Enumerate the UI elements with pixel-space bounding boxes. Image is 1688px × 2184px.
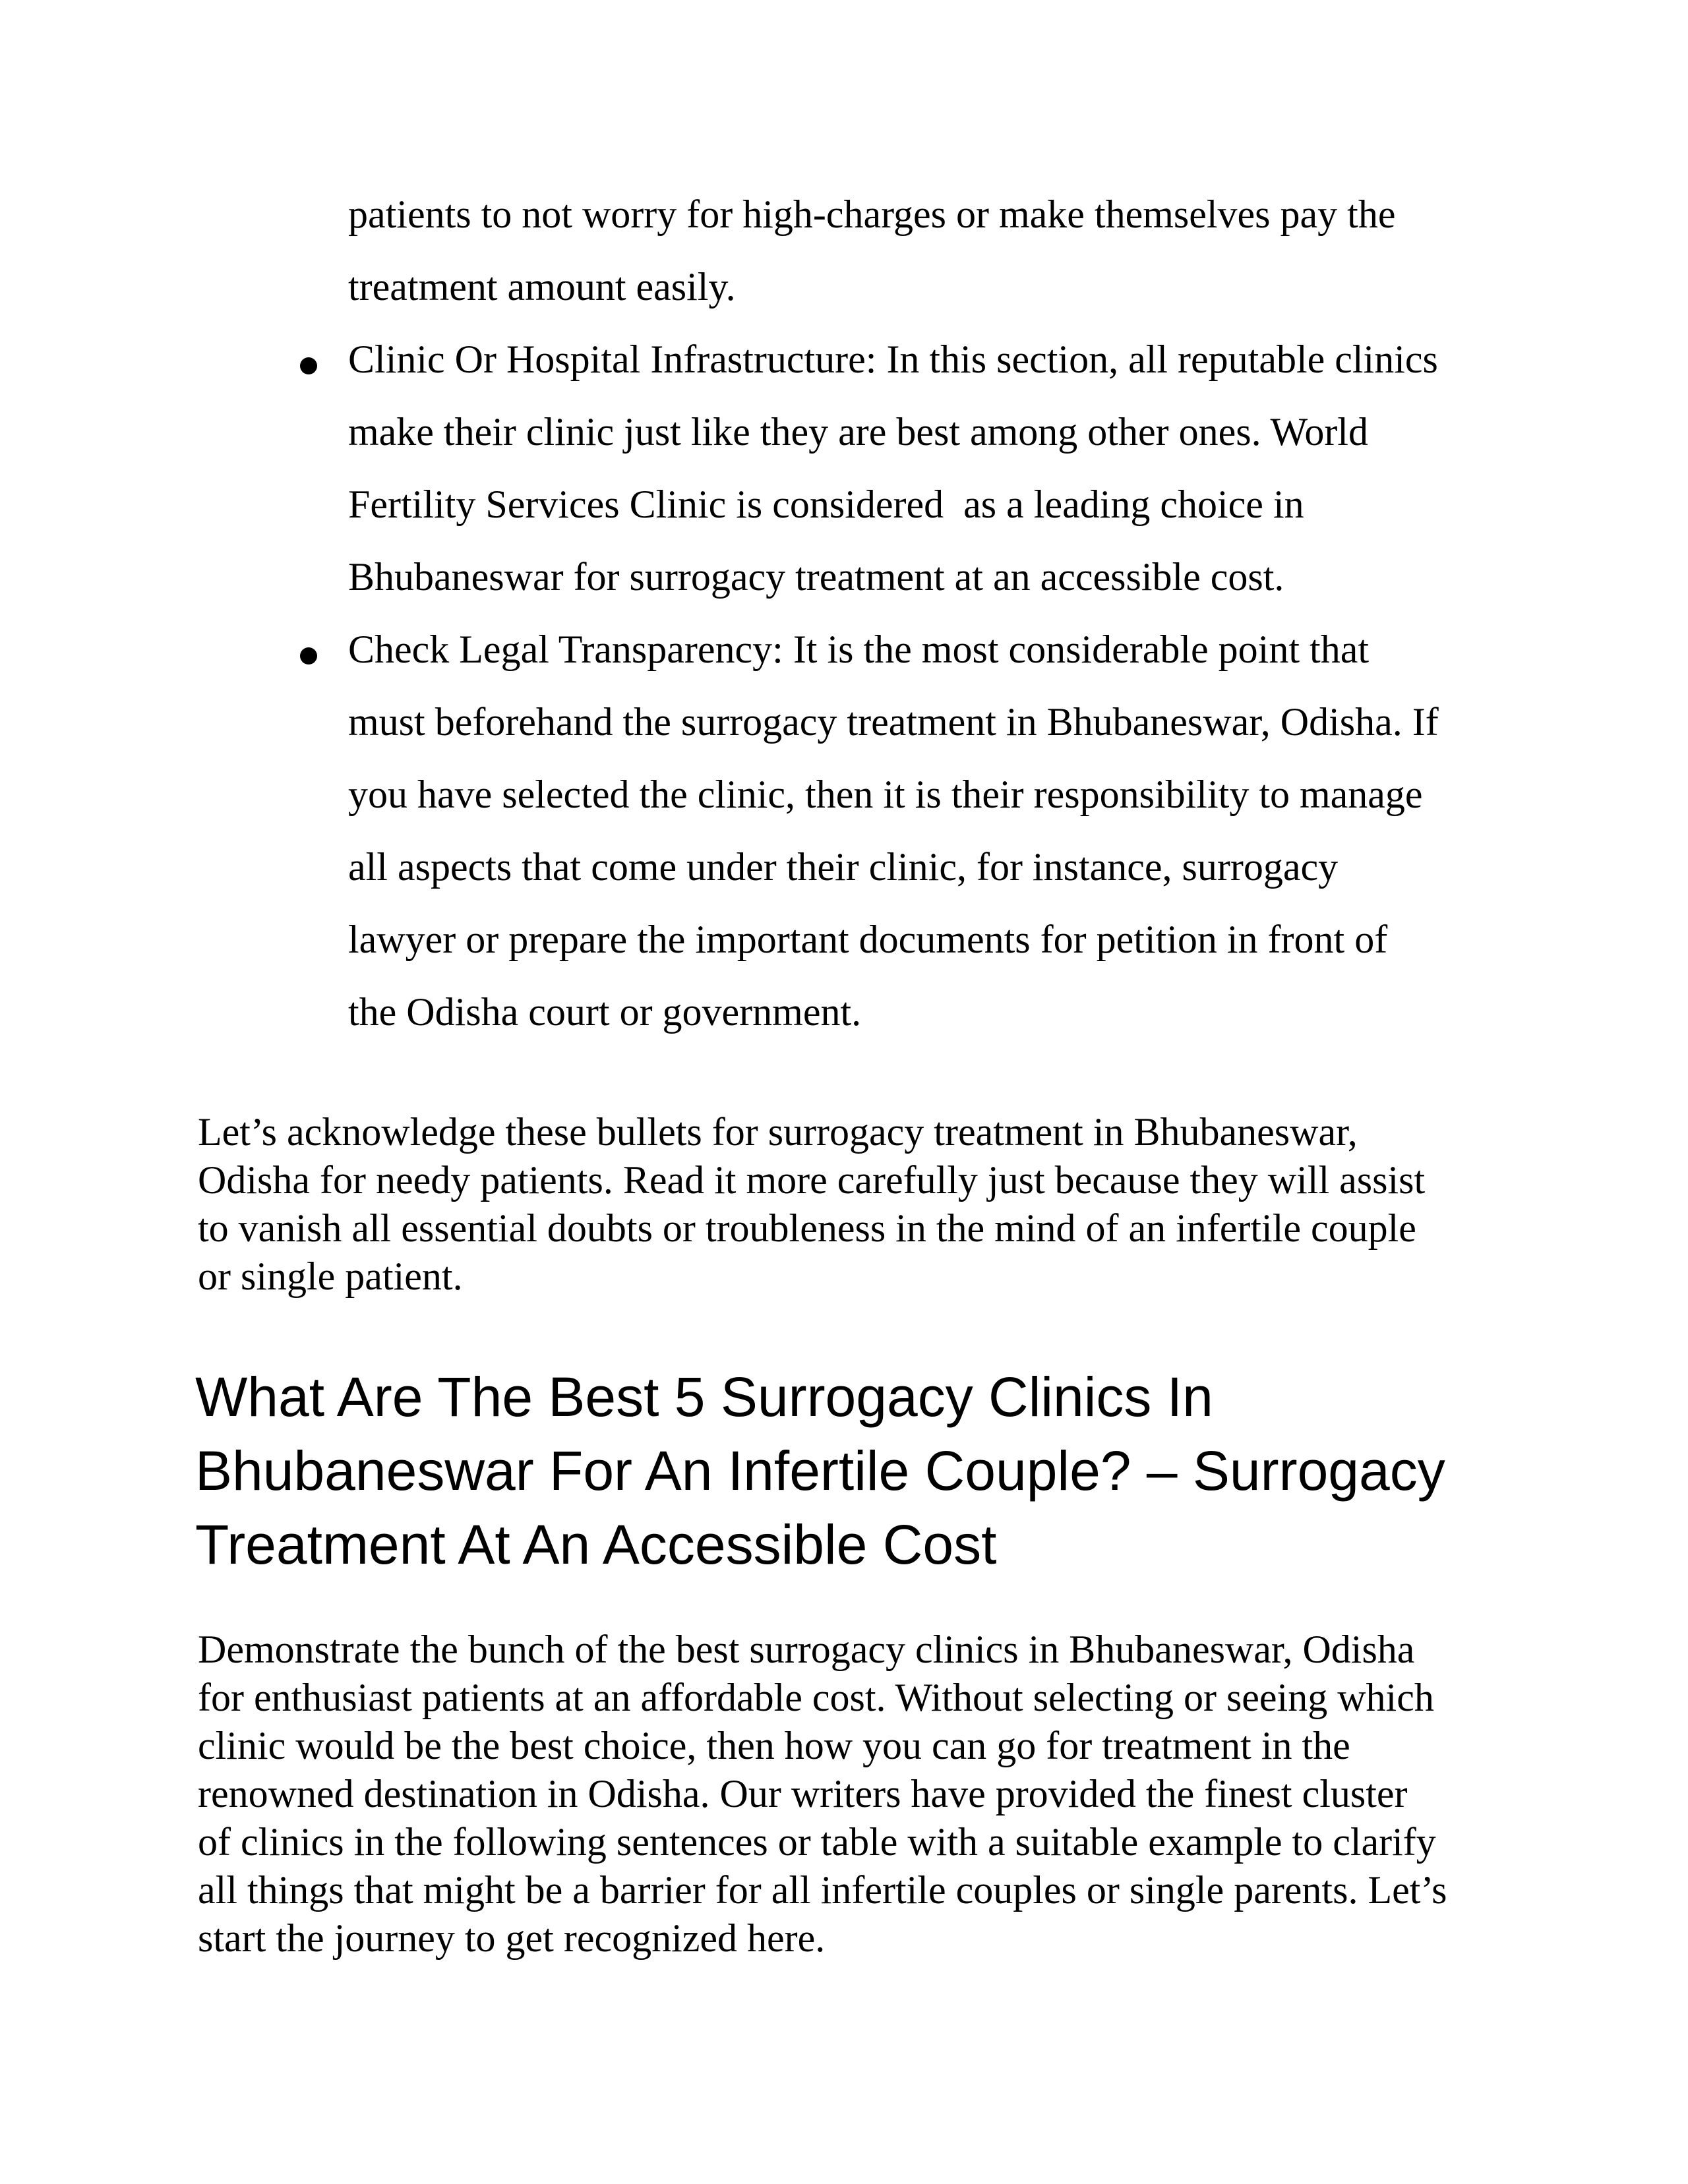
text-line: treatment amount easily. [348,265,736,309]
text-line: clinic would be the best choice, then how you can go for treatment in the [198,1724,1350,1767]
bullet-list [348,178,1439,1048]
text-line: all aspects that come under their clinic, for instance, surrogacy [348,845,1339,889]
list-item-clinic-infrastructure [348,323,1439,613]
text-line: Demonstrate the bunch of the best surrogacy clinics in Bhubaneswar, Odisha [198,1628,1415,1671]
text-line: make their clinic just like they are best among other ones. World [348,410,1368,454]
bullet-icon [300,647,317,664]
list-item-payment-continuation [348,178,1439,323]
text-line: patients to not worry for high-charges or make themselves pay the [348,192,1396,236]
list-item-legal-transparency [348,613,1439,1048]
text-line: Clinic Or Hospital Infrastructure: In this section, all reputable clinics [348,338,1438,381]
text-line: Odisha for needy patients. Read it more carefully just because they will assist [198,1158,1426,1202]
bullet-icon [300,357,317,374]
text-line: for enthusiast patients at an affordable cost. Without selecting or seeing which [198,1676,1434,1719]
text-line: to vanish all essential doubts or troubleness in the mind of an infertile couple [198,1206,1416,1250]
text-line: you have selected the clinic, then it is their responsibility to manage [348,773,1423,816]
text-line: start the journey to get recognized here. [198,1916,826,1960]
text-line: all things that might be a barrier for all infertile couples or single parents. Let’s [198,1868,1447,1912]
closing-paragraph [198,1626,1447,1963]
text-line: of clinics in the following sentences or table with a suitable example to clarify [198,1820,1436,1864]
text-line: Check Legal Transparency: It is the most considerable point that [348,628,1369,671]
text-line: Fertility Services Clinic is considered as a leading choice in [348,483,1304,526]
heading-line: Bhubaneswar For An Infertile Couple? – Surrogacy [195,1440,1445,1502]
text-line: lawyer or prepare the important documents for petition in front of [348,918,1388,961]
text-line: the Odisha court or government. [348,990,862,1034]
text-line: Bhubaneswar for surrogacy treatment at an accessible cost. [348,555,1284,599]
text-line: must beforehand the surrogacy treatment in Bhubaneswar, Odisha. If [348,700,1439,744]
heading-line: Treatment At An Accessible Cost [195,1514,997,1576]
section-heading [195,1360,1445,1581]
heading-line: What Are The Best 5 Surrogacy Clinics In [195,1366,1213,1428]
text-line: Let’s acknowledge these bullets for surrogacy treatment in Bhubaneswar, [198,1110,1358,1154]
text-line: or single patient. [198,1254,463,1298]
intro-paragraph [198,1108,1425,1301]
text-line: renowned destination in Odisha. Our writers have provided the finest cluster [198,1772,1408,1815]
